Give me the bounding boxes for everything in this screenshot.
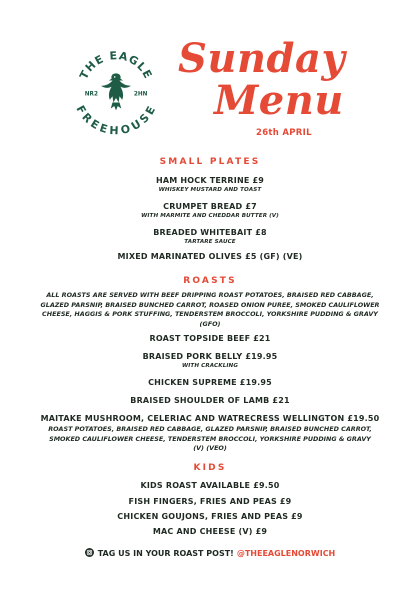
- menu-item: CHICKEN SUPREME £19.95: [148, 378, 272, 387]
- menu-item: ROAST TOPSIDE BEEF £21: [149, 334, 271, 343]
- menu-title: [178, 35, 356, 124]
- menu-item: CHICKEN GOUJONS, FRIES AND PEAS £9: [117, 512, 303, 521]
- menu-item: HAM HOCK TERRINE £9: [155, 176, 265, 185]
- section-title-kids: KIDS: [193, 463, 227, 473]
- title-menu: Menu: [214, 77, 344, 124]
- menu-item-desc: WHISKEY MUSTARD AND TOAST: [158, 187, 262, 193]
- wellington-desc: ROAST POTATOES, BRAISED RED CABBAGE, GLAZED PARSNIP, BRAISED BUNCHED CARROT, SMOKED CAULIFLOWER CHEESE, TENDERSTEM BROCCOLI, YORKSHIRE PUDDING & GRAVY (V) (VEO): [48, 425, 372, 453]
- title-sunday: Sunday: [178, 35, 346, 82]
- menu-item: MIXED MARINATED OLIVES £5 (GF) (VE): [117, 252, 303, 261]
- menu-item-desc: WITH CRACKLING: [181, 363, 239, 369]
- menu-item-desc: WITH MARMITE AND CHEDDAR BUTTER (V): [141, 213, 279, 219]
- menu-item: FISH FINGERS, FRIES AND PEAS £9: [128, 497, 292, 506]
- logo-top-text: THE EAGLE: [77, 49, 155, 82]
- instagram-handle-link[interactable]: @THEEAGLENORWICH: [236, 549, 336, 558]
- footer: [0, 548, 420, 558]
- section-title-small-plates: SMALL PLATES: [159, 157, 261, 167]
- footer-text: TAG US IN YOUR ROAST POST!: [97, 549, 234, 558]
- logo-bottom-text: FREEHOUSE: [73, 103, 159, 135]
- section-title-roasts: ROASTS: [183, 276, 237, 286]
- logo-right-code: 2HN: [133, 91, 148, 98]
- menu-item: BRAISED SHOULDER OF LAMB £21: [130, 396, 290, 405]
- logo-left-code: NR2: [84, 91, 98, 98]
- instagram-icon: [85, 548, 94, 557]
- menu-item: BREADED WHITEBAIT £8: [153, 228, 267, 237]
- menu-item-desc: TARTARE SAUCE: [184, 239, 236, 245]
- menu-item: BRAISED PORK BELLY £19.95: [142, 352, 278, 361]
- eagle-icon: [101, 73, 131, 110]
- menu-item: MAITAKE MUSHROOM, CELERIAC AND WATRECRESS WELLINGTON £19.50: [40, 414, 380, 423]
- menu-date: 26th APRIL: [256, 128, 312, 138]
- menu-item: KIDS ROAST AVAILABLE £9.50: [140, 481, 280, 490]
- menu-item: CRUMPET BREAD £7: [163, 202, 257, 211]
- roasts-intro: ALL ROASTS ARE SERVED WITH BEEF DRIPPING ROAST POTATOES, BRAISED RED CABBAGE, GLAZED PARSNIP, BRAISED BUNCHED CARROT, ROASED ONION PUREE, SMOKED CAULIFLOWER CHEESE, HAGGIS & PORK STUFFING, TENDERSTEM BROCCOLI, YORKSHIRE PUDDING & GRAVY (GFO): [40, 291, 380, 328]
- eagle-freehouse-logo: [72, 47, 160, 135]
- menu-item: MAC AND CHEESE (V) £9: [152, 527, 268, 536]
